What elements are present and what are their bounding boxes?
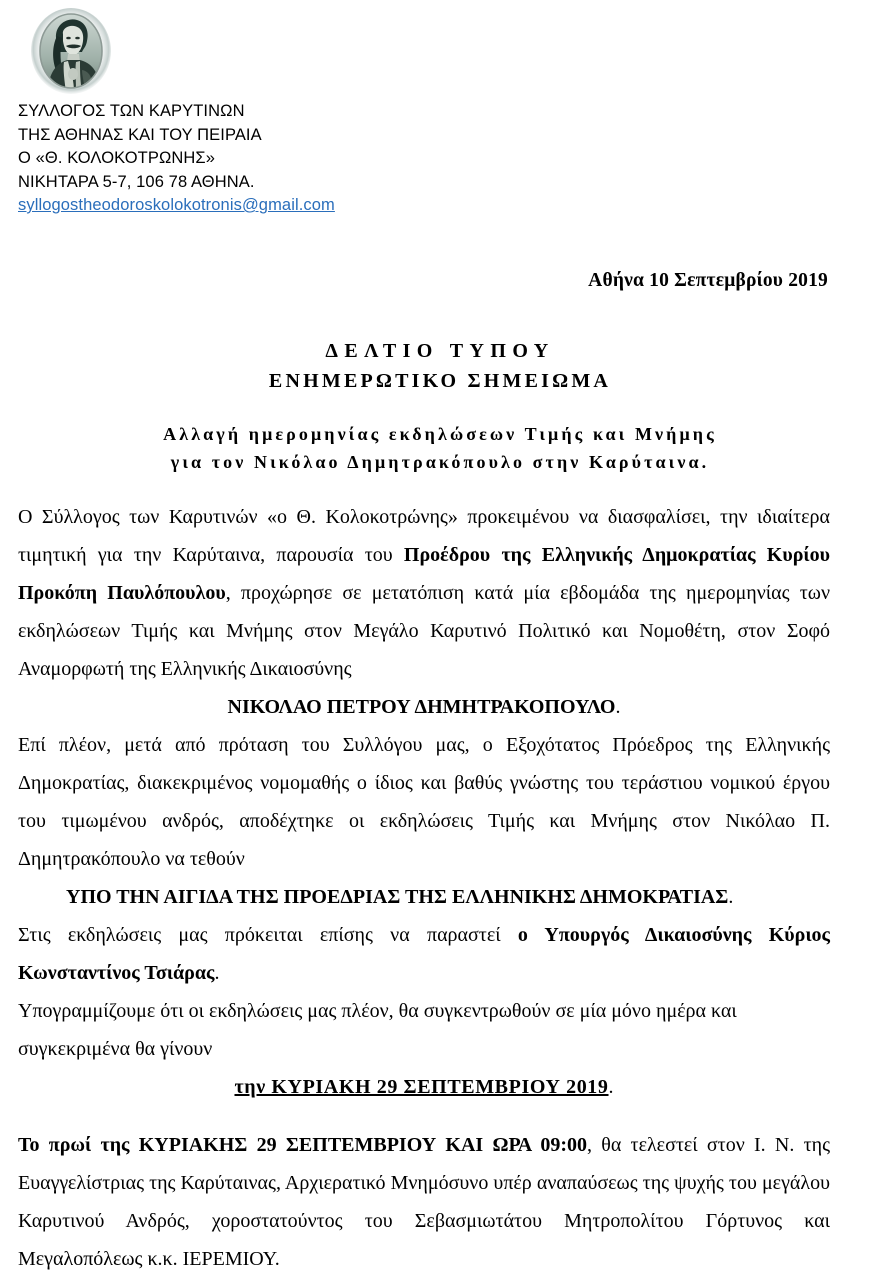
organization-name-block	[18, 100, 880, 218]
paragraph-1-part-a: Ο Σύλλογος των Καρυτινών «ο Θ. Κολοκοτρώνης» προκειμένου να διασφαλίσει, την ιδιαίτερα τιμητική για την Καρύταινα, παρουσία του	[18, 505, 830, 566]
paragraph-4: Υπογραμμίζουμε ότι οι εκδηλώσεις μας πλέον, θα συγκεντρωθούν σε μία μόνο ημέρα και συγκεκριμένα θα γίνουν	[18, 999, 737, 1060]
org-address: ΝΙΚΗΤΑΡΑ 5-7, 106 78 ΑΘΗΝΑ.	[18, 172, 255, 191]
document-subtitle-block	[0, 420, 880, 476]
event-date-heading	[18, 1068, 830, 1106]
event-date-text: την ΚΥΡΙΑΚΗ 29 ΣΕΠΤΕΜΒΡΙΟΥ 2019	[234, 1075, 609, 1098]
org-line-2: ΤΗΣ ΑΘΗΝΑΣ ΚΑΙ ΤΟΥ ΠΕΙΡΑΙΑ	[18, 125, 262, 144]
paragraph-3-part-a: Στις εκδηλώσεις μας πρόκειται επίσης να παραστεί	[18, 923, 518, 946]
paragraph-5-rest: , θα τελεστεί στον Ι. Ν. της Ευαγγελίστριας της Καρύταινας, Αρχιερατικό Μνημόσυνο υπέρ αναπαύσεως της ψυχής του μεγάλου Καρυτινού Ανδρός, χοροστατούντος του Σεβασμιωτάτου Μητροπολίτου Γόρτυνος και Μεγαλοπόλεως κ.κ. ΙΕΡΕΜΙΟΥ.	[18, 1133, 831, 1270]
org-line-1: ΣΥΛΛΟΓΟΣ ΤΩΝ ΚΑΡΥΤΙΝΩΝ	[18, 102, 245, 120]
body-spacer	[18, 1106, 830, 1126]
honoree-name-text: ΝΙΚΟΛΑΟ ΠΕΤΡΟΥ ΔΗΜΗΤΡΑΚΟΠΟΥΛΟ	[227, 695, 616, 718]
document-body	[0, 498, 880, 1278]
letterhead	[0, 0, 880, 218]
minister-name-emphasis: ο Υπουργός Δικαιοσύνης Κύριος Κωνσταντίνος Τσιάρας	[18, 923, 830, 984]
subtitle-line-2: για τον Νικόλαο Δημητρακόπουλο στην Καρύταινα.	[170, 451, 710, 472]
paragraph-3	[18, 916, 830, 992]
event-date-period: .	[608, 1075, 614, 1098]
aegis-heading-text: ΥΠΟ ΤΗΝ ΑΙΓΙΔΑ ΤΗΣ ΠΡΟΕΔΡΙΑΣ ΤΗΣ ΕΛΛΗΝΙΚΗΣ ΔΗΜΟΚΡΑΤΙΑΣ	[66, 885, 729, 908]
aegis-heading	[18, 878, 830, 916]
page-title: ΔΕΛΤΙΟ ΤΥΠΟΥ	[325, 339, 555, 362]
aegis-heading-period: .	[728, 885, 734, 908]
paragraph-1	[18, 498, 830, 688]
page-subtitle-kind: ΕΝΗΜΕΡΩΤΙΚΟ ΣΗΜΕΙΩΜΑ	[268, 369, 612, 392]
paragraph-2: Επί πλέον, μετά από πρόταση του Συλλόγου μας, ο Εξοχότατος Πρόεδρος της Ελληνικής Δημοκρατίας, διακεκριμένος νομομαθής ο ίδιος και βαθύς γνώστης του τεράστιου νομικού έργου του τιμωμένου ανδρός, αποδέχτηκε οι εκδηλώσεις Τιμής και Μνήμης στον Νικόλαο Π. Δημητρακόπουλο να τεθούν	[18, 733, 830, 870]
date-line: Αθήνα 10 Σεπτεμβρίου 2019	[588, 269, 828, 291]
paragraph-5	[18, 1126, 830, 1278]
honoree-name-heading	[18, 688, 830, 726]
subtitle-line-1: Αλλαγή ημερομηνίας εκδηλώσεων Τιμής και Μνήμης	[163, 423, 717, 444]
paragraph-1-part-b: , προχώρησε σε μετατόπιση κατά μία εβδομάδα της ημερομηνίας των εκδηλώσεων Τιμής και Μνήμης στον Μεγάλο Καρυτινό Πολιτικό και Νομοθέτη, στον Σοφό Αναμορφωτή της Ελληνικής Δικαιοσύνης	[18, 581, 830, 680]
document-title-block	[0, 336, 880, 396]
org-line-3: Ο «Θ. ΚΟΛΟΚΟΤΡΩΝΗΣ»	[18, 149, 215, 167]
email-link[interactable]: syllogostheodoroskolokotronis@gmail.com	[18, 196, 335, 214]
president-name-emphasis: Προέδρου της Ελληνικής Δημοκρατίας Κυρίου Προκόπη Παυλόπουλου	[18, 543, 830, 604]
honoree-name-period: .	[615, 695, 621, 718]
kolokotronis-portrait-logo	[30, 8, 112, 94]
paragraph-3-part-b: .	[214, 961, 220, 984]
service-time-emphasis: Το πρωί της ΚΥΡΙΑΚΗΣ 29 ΣΕΠΤΕΜΒΡΙΟΥ ΚΑΙ ΩΡΑ 09:00	[18, 1133, 587, 1156]
